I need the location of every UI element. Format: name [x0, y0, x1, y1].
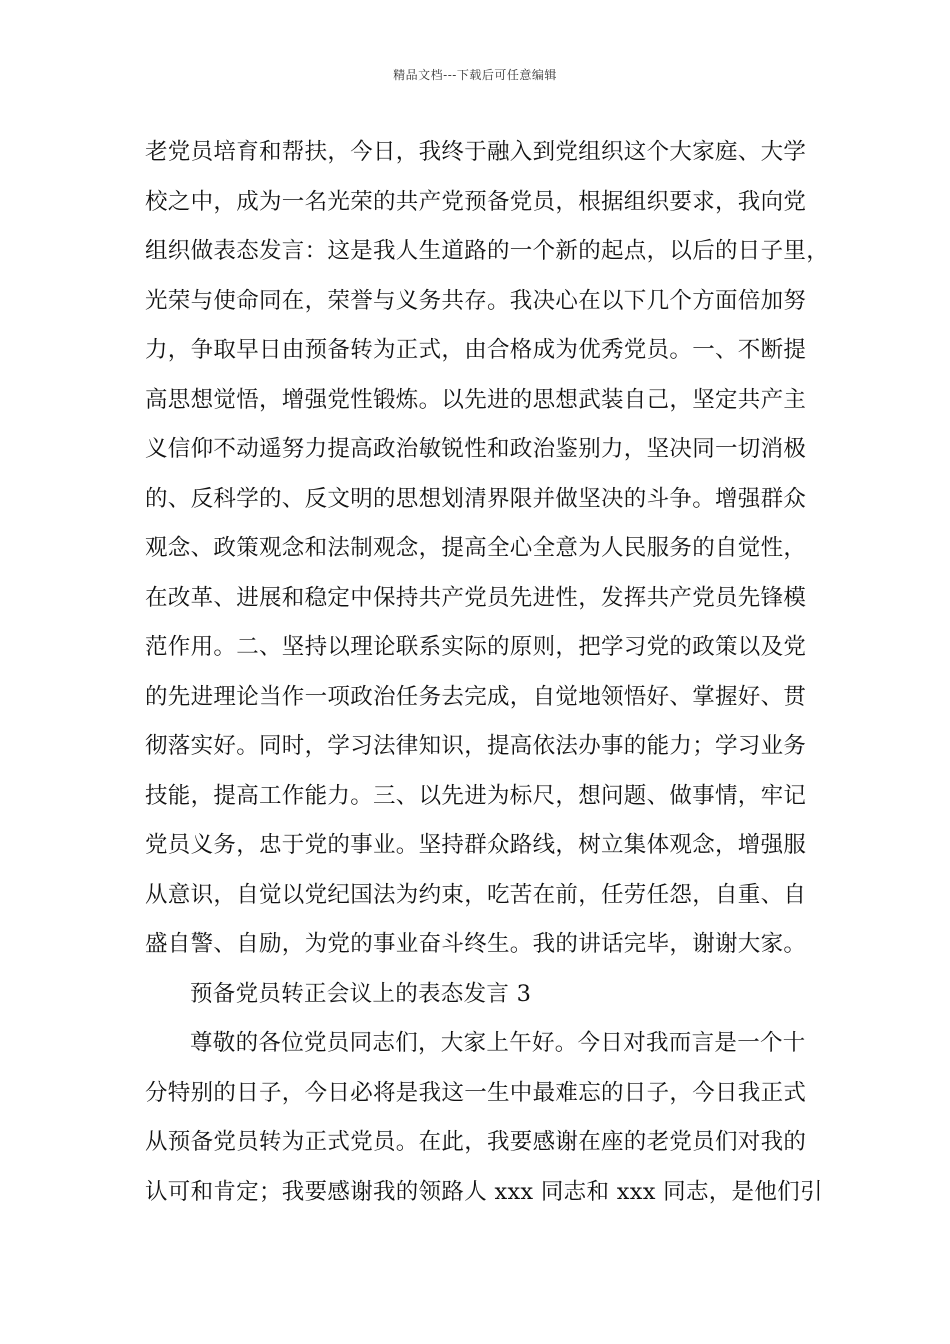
section-heading: 预备党员转正会议上的表态发言 3: [190, 980, 532, 1007]
text-line: 党员义务，忠于党的事业。坚持群众路线，树立集体观念，增强服: [145, 832, 807, 858]
text-line: 的、反科学的、反文明的思想划清界限并做坚决的斗争。增强群众: [145, 485, 807, 512]
page-header: 精品文档---下载后可任意编辑: [393, 68, 557, 82]
text-line: 观念、政策观念和法制观念，提高全心全意为人民服务的自觉性，: [145, 535, 807, 561]
text-line: 范作用。二、坚持以理论联系实际的原则，把学习党的政策以及党: [145, 634, 807, 660]
text-line: 彻落实好。同时，学习法律知识，提高依法办事的能力；学习业务: [145, 733, 807, 759]
text-line: 老党员培育和帮扶，今日，我终于融入到党组织这个大家庭、大学: [145, 139, 807, 165]
text-line: 在改革、进展和稳定中保持共产党员先进性，发挥共产党员先锋模: [145, 584, 807, 611]
document-body: [145, 128, 835, 1217]
text-line: 从预备党员转为正式党员。在此，我要感谢在座的老党员们对我的: [145, 1129, 807, 1155]
text-line: 光荣与使命同在，荣誉与义务共存。我决心在以下几个方面倍加努: [145, 287, 807, 314]
text-line: 高思想觉悟，增强党性锻炼。以先进的思想武装自己，坚定共产主: [145, 386, 807, 413]
text-line: 校之中，成为一名光荣的共产党预备党员，根据组织要求，我向党: [145, 188, 807, 215]
text-line: 义信仰不动遥努力提高政治敏锐性和政治鉴别力，坚决同一切消极: [145, 436, 807, 462]
text-line: 从意识，自觉以党纪国法为约束，吃苦在前，任劳任怨，自重、自: [145, 881, 807, 908]
text-line: 分特别的日子，今日必将是我这一生中最难忘的日子，今日我正式: [145, 1079, 807, 1106]
text-line: 盛自警、自励，为党的事业奋斗终生。我的讲话完毕，谢谢大家。: [145, 931, 807, 957]
text-line: 认可和肯定；我要感谢我的领路人 xxx 同志和 xxx 同志，是他们引: [145, 1178, 823, 1205]
text-line: 力，争取早日由预备转为正式，由合格成为优秀党员。一、不断提: [145, 337, 807, 363]
text-line: 技能，提高工作能力。三、以先进为标尺，想问题、做事情，牢记: [145, 782, 807, 809]
text-line: 的先进理论当作一项政治任务去完成，自觉地领悟好、掌握好、贯: [145, 683, 807, 710]
text-line: 尊敬的各位党员同志们，大家上午好。今日对我而言是一个十: [190, 1030, 806, 1056]
text-line: 组织做表态发言：这是我人生道路的一个新的起点，以后的日子里，: [145, 238, 830, 264]
